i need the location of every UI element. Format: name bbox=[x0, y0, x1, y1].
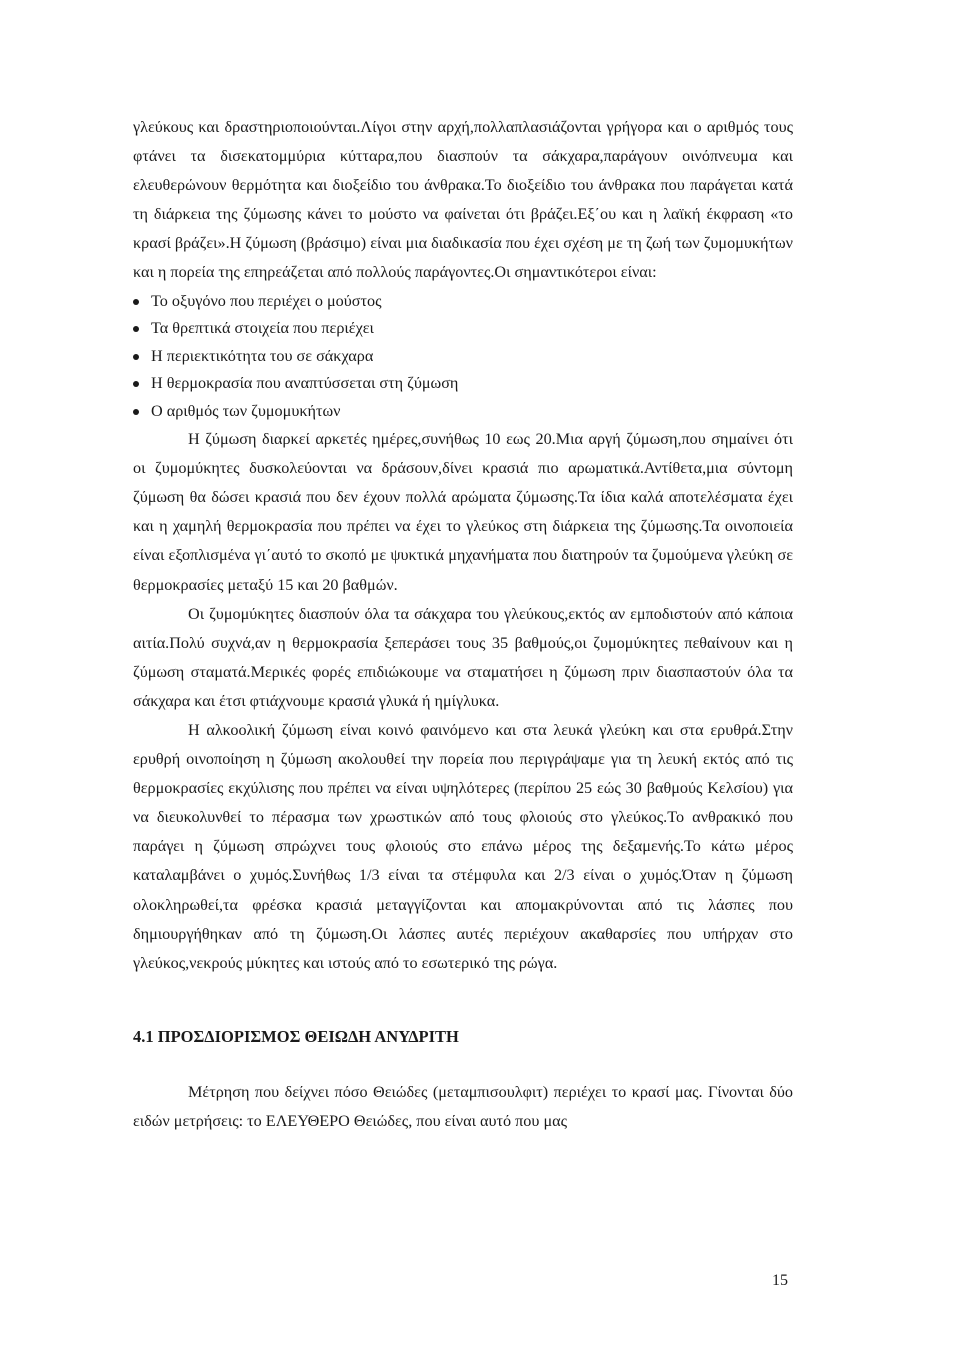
bullet-dot-icon bbox=[133, 299, 139, 305]
document-page bbox=[133, 113, 793, 1136]
paragraph-sugar-breakdown: Οι ζυμομύκητες διασπούν όλα τα σάκχαρα του γλεύκους,εκτός αν εμποδιστούν από κάποια αιτία.Πολύ συχνά,αν η θερμοκρασία ξεπεράσει τους 35 βαθμούς,οι ζυμομύκητες πεθαίνουν και η ζύμωση σταματά.Μερικές φορές επιδιώκουμε να σταματήσει η ζύμωση πριν διασπαστούν όλα τα σάκχαρα και έτσι φτιάχνουμε κρασιά γλυκά ή ημίγλυκα. bbox=[133, 604, 793, 710]
paragraph-sulfite-measurement: Μέτρηση που δείχνει πόσο Θειώδες (μεταμπισουλφιτ) περιέχει το κρασί μας. Γίνονται δύο ειδών μετρήσεις: το ΕΛΕΥΘΕΡΟ Θειώδες, που είναι αυτό που μας bbox=[133, 1082, 793, 1130]
bullet-dot-icon bbox=[133, 354, 139, 360]
paragraph-red-vinification: Η αλκοολική ζύμωση είναι κοινό φαινόμενο και στα λευκά γλεύκη και στα ερυθρά.Στην ερυθρή οινοποίηση η ζύμωση ακολουθεί την πορεία που περιγράψαμε για τη λευκή εκτός από τις θερμοκρασίες εκχύλισης που πρέπει να είναι υψηλότερες (περίπου 25 εώς 30 βαθμούς Κελσίου) για να διευκολυνθεί το πέρασμα των χρωστικών από τους φλοιούς στο γλεύκος.Το ανθρακικό που παράγει η ζύμωση σπρώχνει τους φλοιούς στο επάνω μέρος της δεξαμενής.Το κάτω μέρος καταλαμβάνει ο χυμός.Συνήθως 1/3 είναι τα στέμφυλα και 2/3 είναι ο χυμός.Όταν η ζύμωση ολοκληρωθεί,τα φρέσκα κρασιά μεταγγίζονται και απομακρύνονται από τις λάσπες που δημιουργήθηκαν από τη ζύμωση.Οι λάσπες αυτές περιέχουν ακαθαρσίες που υπήρχαν στο γλεύκος,νεκρούς μύκητες και ιστούς από το εσωτερικό της ρώγα. bbox=[133, 721, 793, 972]
bullet-dot-icon bbox=[133, 326, 139, 332]
list-item: Τα θρεπτικά στοιχεία που περιέχει bbox=[133, 315, 793, 343]
list-item: Το οξυγόνο που περιέχει ο μούστος bbox=[133, 288, 793, 316]
bullet-dot-icon bbox=[133, 381, 139, 387]
list-item: Η θερμοκρασία που αναπτύσσεται στη ζύμωση bbox=[133, 370, 793, 398]
list-item: Ο αριθμός των ζυμομυκήτων bbox=[133, 398, 793, 426]
paragraph-duration: Η ζύμωση διαρκεί αρκετές ημέρες,συνήθως 10 εως 20.Μια αργή ζύμωση,που σημαίνει ότι οι ζυμομύκητες δυσκολεύονται να δράσουν,δίνει κρασιά πιο αρωματικά.Αντίθετα,μια σύντομη ζύμωση θα δώσει κρασιά που δεν έχουν πολλά αρώματα ζύμωσης.Τα ίδια καλά αποτελέσματα έχει και η χαμηλή θερμοκρασία που πρέπει να έχει το γλεύκος στη διάρκεια της ζύμωσης.Τα οινοποιεία είναι εξοπλισμένα γι΄αυτό το σκοπό με ψυκτικά μηχανήματα που διατηρούν τα ζυμούμενα γλεύκη σε θερμοκρασίες μεταξύ 15 και 20 βαθμών. bbox=[133, 430, 793, 594]
page-number: 15 bbox=[772, 1272, 788, 1289]
section-heading: 4.1 ΠΡΟΣΔΙΟΡΙΣΜΟΣ ΘΕΙΩΔΗ ΑΝΥΔΡΙΤΗ bbox=[133, 1026, 459, 1046]
list-item: Η περιεκτικότητα του σε σάκχαρα bbox=[133, 343, 793, 371]
bullet-dot-icon bbox=[133, 409, 139, 415]
factors-list bbox=[133, 288, 793, 426]
paragraph-fermentation-intro: γλεύκους και δραστηριοποιούνται.Λίγοι στην αρχή,πολλαπλασιάζονται γρήγορα και ο αριθμός τους φτάνει τα δισεκατομμύρια κύτταρα,που διασπούν τα σάκχαρα,παράγουν οινόπνευμα και ελευθερώνουν θερμότητα και διοξείδιο του άνθρακα.Το διοξείδιο του άνθρακα που παράγεται κατά τη διάρκεια της ζύμωσης κάνει το μούστο να φαίνεται ότι βράζει.Εξ΄ου και η λαϊκή έκφραση «το κρασί βράζει».Η ζύμωση (βράσιμο) είναι μια διαδικασία που έχει σχέση με τη ζωή των ζυμομυκήτων και η πορεία της επηρεάζεται από πολλούς παράγοντες.Οι σημαντικότεροι είναι: bbox=[133, 118, 793, 282]
